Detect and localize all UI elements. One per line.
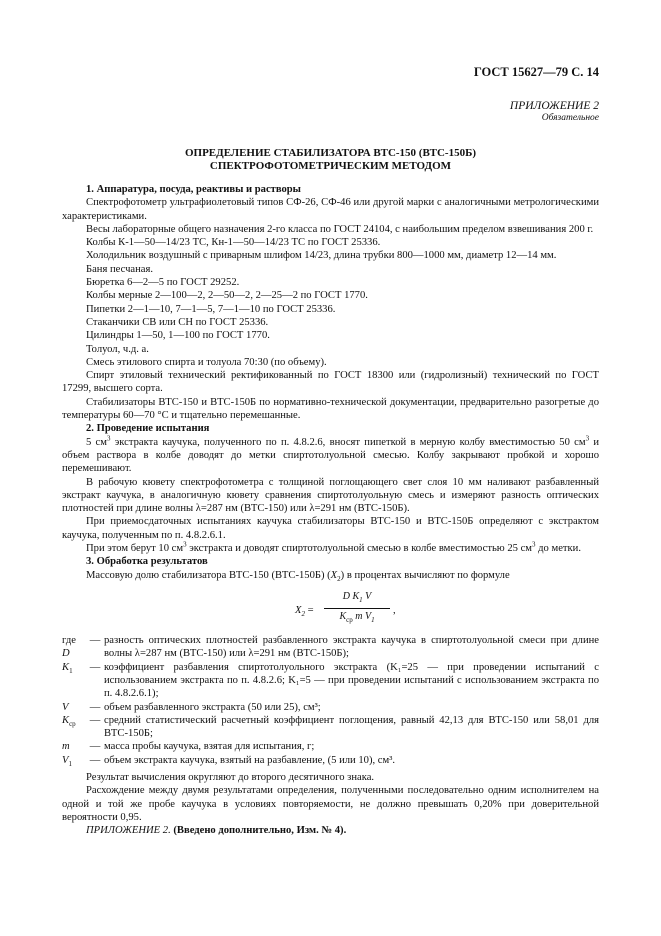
definition-dash: — <box>89 741 101 753</box>
definition-symbol: $K_{ср}$ <box>62 714 76 728</box>
definition-text: коэффициент разбавления спиртотолуольного экстракта (K₁=25 — при проведении испытаний с использованием экстракта по п. 4.8.2.6; K₁=5 — при проведении испытаний с использованием экстракта по п. 4.8.2.6.1); <box>104 661 599 700</box>
s3-rounding: Результат вычисления округляют до второго десятичного знака. <box>86 772 375 784</box>
s1-item: Стабилизаторы ВТС-150 и ВТС-150Б по нормативно-технической документации, предварительно разогретые до температуры 60—70 °С и тщательно перемешанные. <box>62 396 599 422</box>
document-body <box>62 183 599 838</box>
s1-item: Стаканчики СВ или СН по ГОСТ 25336. <box>86 316 269 328</box>
definition-dash: — <box>89 754 101 766</box>
definition-text: объем разбавленного экстракта (50 или 25), см³; <box>104 701 321 713</box>
formula <box>62 590 599 632</box>
s3-intro: Массовую долю стабилизатора ВТС-150 (ВТС-150Б) $(X_2)$ в процентах вычисляют по формуле <box>86 569 510 583</box>
s1-item: Толуол, ч.д. а. <box>86 343 149 355</box>
s1-item: Холодильник воздушный с приварным шлифом 14/23, длина трубки 800—1000 мм, диаметр 12—14 мм. <box>86 250 557 262</box>
where-label: где D <box>62 635 76 660</box>
formula-comma: , <box>393 605 396 617</box>
formula-lhs: $X_2$ = <box>295 605 314 619</box>
definition-symbol: V <box>62 701 69 713</box>
formula-denominator: $K_{ср}$ m $V_1$ <box>339 611 375 625</box>
definition-row <box>62 701 599 714</box>
appendix-block <box>510 100 599 124</box>
definition-dash: — <box>89 701 101 713</box>
page-header: ГОСТ 15627—79 С. 14 <box>473 65 599 79</box>
amendment-note: ПРИЛОЖЕНИЕ 2. (Введено дополнительно, Изм. № 4). <box>86 825 347 837</box>
appendix-status: Обязательное <box>541 113 599 123</box>
title-line-2: СПЕКТРОФОТОМЕТРИЧЕСКИМ МЕТОДОМ <box>209 160 452 172</box>
s2-paragraph-2: В рабочую кювету спектрофотометра с толщиной поглощающего свет слоя 10 мм наливают разбавленный экстракт каучука, в аналогичную кювету сравнения спиртотолуольную смесь и измеряют разность оптических плотностей при длине волны λ=287 нм (ВТС-150) или λ=291 нм (ВТС-150Б). <box>62 476 599 515</box>
definition-row <box>62 714 599 741</box>
definition-dash: — <box>89 635 101 647</box>
s1-item: Колбы мерные 2—100—2, 2—50—2, 2—25—2 по ГОСТ 1770. <box>86 290 368 302</box>
s1-item: Пипетки 2—1—10, 7—1—5, 7—1—10 по ГОСТ 25336. <box>86 303 336 315</box>
definition-row <box>62 661 599 701</box>
formula-fraction <box>324 590 390 627</box>
fraction-bar <box>324 608 390 609</box>
definition-symbol: m <box>62 741 70 753</box>
s3-discrepancy: Расхождение между двумя результатами определения, полученными последовательно одним исполнителем на одной и той же пробе каучука в условиях повторяемости, не должно превышать 0,20% при доверительной вероятности 0,95. <box>62 785 599 823</box>
formula-numerator: D $K_1$ V <box>342 591 372 605</box>
definition-dash: — <box>89 661 101 673</box>
section-1-title: 1. Аппаратура, посуда, реактивы и растворы <box>86 184 301 195</box>
definition-symbol: $V_1$ <box>62 754 72 768</box>
s1-item: Спирт этиловый технический ректификованный по ГОСТ 18300 или (гидролизный) технический по ГОСТ 17299, высшего сорта. <box>62 370 599 395</box>
definition-text: объем экстракта каучука, взятый на разбавление, (5 или 10), см³. <box>104 754 396 766</box>
definition-dash: — <box>89 714 101 726</box>
variable-definitions <box>62 634 599 771</box>
definition-row <box>62 754 599 771</box>
title-line-1: ОПРЕДЕЛЕНИЕ СТАБИЛИЗАТОРА ВТС-150 (ВТС-150Б) <box>184 147 477 159</box>
s1-item: Весы лабораторные общего назначения 2-го класса по ГОСТ 24104, с наибольшим пределом взвешивания 200 г. <box>86 223 594 235</box>
section-2-title: 2. Проведение испытания <box>86 423 210 435</box>
s1-item: Бюретка 6—2—5 по ГОСТ 29252. <box>86 277 240 289</box>
section-3-title: 3. Обработка результатов <box>86 556 208 568</box>
definition-row <box>62 634 599 661</box>
s2-paragraph-1: 5 $см^3$ экстракта каучука, полученного по п. 4.8.2.6, вносят пипеткой в мерную колбу вместимостью 50 $см^3$ и объем раствора в колбе доводят до метки спиртотолуольной смесью. Колбу закрывают пробкой и хорошо перемешивают. <box>62 434 599 475</box>
s2-paragraph-4: При этом берут 10 $см^3$ экстракта и доводят спиртотолуольной смесью в колбе вместимостью 25 $см^3$ до метки. <box>86 540 581 555</box>
definition-text: средний статистический расчетный коэффициент поглощения, равный 42,13 для ВТС-150 или 58,01 для ВТС-150Б; <box>104 714 599 740</box>
s1-item: Цилиндры 1—50, 1—100 по ГОСТ 1770. <box>86 330 270 342</box>
definition-text: разность оптических плотностей разбавленного экстракта каучука в спиртотолуольной смеси при длине волны λ=287 нм (ВТС-150) или λ=291 нм (ВТС-150Б); <box>104 635 599 660</box>
definition-row <box>62 740 599 753</box>
definition-symbol: $K_1$ <box>62 661 73 675</box>
s2-paragraph-3: При приемосдаточных испытаниях каучука стабилизаторы ВТС-150 и ВТС-150Б определяют с экстрактом каучука, полученным по п. 4.8.2.6.1. <box>62 516 599 541</box>
appendix-label: ПРИЛОЖЕНИЕ 2 <box>509 100 599 112</box>
s1-item: Баня песчаная. <box>86 263 154 275</box>
definition-text: масса пробы каучука, взятая для испытания, г; <box>104 741 315 753</box>
s1-item: Смесь этилового спирта и толуола 70:30 (по объему). <box>86 356 327 368</box>
s1-item: Спектрофотометр ультрафиолетовый типов СФ-26, СФ-46 или другой марки с аналогичными метрологическими характеристиками. <box>62 197 599 222</box>
document-title <box>62 147 599 173</box>
s1-item: Колбы К-1—50—14/23 ТС, Кн-1—50—14/23 ТС по ГОСТ 25336. <box>86 237 381 249</box>
